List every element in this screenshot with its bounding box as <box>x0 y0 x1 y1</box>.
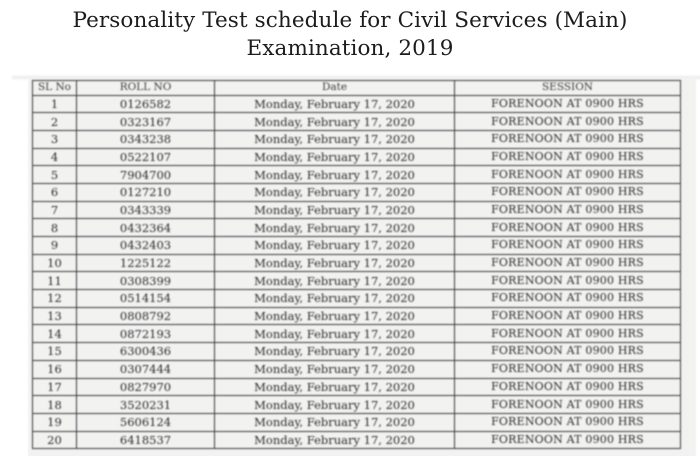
cell-session: FORENOON AT 0900 HRS <box>455 396 681 414</box>
table-row <box>33 378 681 396</box>
table-row <box>33 166 681 184</box>
cell-date: Monday, February 17, 2020 <box>215 396 455 414</box>
cell-sl-no: 1 <box>33 95 77 113</box>
cell-sl-no: 13 <box>33 307 77 325</box>
table-body <box>33 95 681 449</box>
cell-session: FORENOON AT 0900 HRS <box>455 237 681 255</box>
cell-roll-no: 0872193 <box>77 325 215 343</box>
cell-sl-no: 12 <box>33 290 77 308</box>
cell-sl-no: 18 <box>33 396 77 414</box>
cell-roll-no: 6418537 <box>77 431 215 449</box>
table-row <box>33 113 681 131</box>
cell-session: FORENOON AT 0900 HRS <box>455 325 681 343</box>
cell-session: FORENOON AT 0900 HRS <box>455 413 681 431</box>
cell-date: Monday, February 17, 2020 <box>215 325 455 343</box>
cell-date: Monday, February 17, 2020 <box>215 431 455 449</box>
table-row <box>33 343 681 361</box>
cell-sl-no: 17 <box>33 378 77 396</box>
cell-session: FORENOON AT 0900 HRS <box>455 378 681 396</box>
cell-date: Monday, February 17, 2020 <box>215 343 455 361</box>
cell-roll-no: 5606124 <box>77 413 215 431</box>
cell-roll-no: 0343339 <box>77 201 215 219</box>
cell-session: FORENOON AT 0900 HRS <box>455 130 681 148</box>
cell-date: Monday, February 17, 2020 <box>215 166 455 184</box>
cell-session: FORENOON AT 0900 HRS <box>455 148 681 166</box>
cell-sl-no: 7 <box>33 201 77 219</box>
cell-roll-no: 0127210 <box>77 183 215 201</box>
cell-date: Monday, February 17, 2020 <box>215 237 455 255</box>
document-title-line-1: Personality Test schedule for Civil Services (Main) <box>72 8 628 33</box>
cell-roll-no: 0827970 <box>77 378 215 396</box>
table-row <box>33 219 681 237</box>
header-session: SESSION <box>455 81 681 96</box>
cell-sl-no: 4 <box>33 148 77 166</box>
cell-session: FORENOON AT 0900 HRS <box>455 113 681 131</box>
cell-roll-no: 0432364 <box>77 219 215 237</box>
schedule-table <box>32 80 681 449</box>
table-row <box>33 148 681 166</box>
cell-sl-no: 6 <box>33 183 77 201</box>
cell-roll-no: 7904700 <box>77 166 215 184</box>
cell-sl-no: 8 <box>33 219 77 237</box>
cell-session: FORENOON AT 0900 HRS <box>455 343 681 361</box>
cell-sl-no: 5 <box>33 166 77 184</box>
table-row <box>33 95 681 113</box>
table-row <box>33 130 681 148</box>
cell-sl-no: 3 <box>33 130 77 148</box>
cell-session: FORENOON AT 0900 HRS <box>455 219 681 237</box>
cell-session: FORENOON AT 0900 HRS <box>455 290 681 308</box>
table-header-row <box>33 81 681 96</box>
cell-date: Monday, February 17, 2020 <box>215 113 455 131</box>
document-title-line-2: Examination, 2019 <box>246 36 454 61</box>
cell-roll-no: 0522107 <box>77 148 215 166</box>
cell-date: Monday, February 17, 2020 <box>215 413 455 431</box>
cell-date: Monday, February 17, 2020 <box>215 95 455 113</box>
table-row <box>33 237 681 255</box>
cell-session: FORENOON AT 0900 HRS <box>455 431 681 449</box>
table-row <box>33 201 681 219</box>
table-row <box>33 325 681 343</box>
cell-roll-no: 0432403 <box>77 237 215 255</box>
cell-roll-no: 0308399 <box>77 272 215 290</box>
cell-sl-no: 14 <box>33 325 77 343</box>
cell-roll-no: 0808792 <box>77 307 215 325</box>
cell-date: Monday, February 17, 2020 <box>215 272 455 290</box>
cell-date: Monday, February 17, 2020 <box>215 183 455 201</box>
cell-session: FORENOON AT 0900 HRS <box>455 307 681 325</box>
cell-roll-no: 0126582 <box>77 95 215 113</box>
table-row <box>33 307 681 325</box>
cell-sl-no: 15 <box>33 343 77 361</box>
cell-session: FORENOON AT 0900 HRS <box>455 254 681 272</box>
cell-sl-no: 2 <box>33 113 77 131</box>
cell-date: Monday, February 17, 2020 <box>215 360 455 378</box>
cell-session: FORENOON AT 0900 HRS <box>455 95 681 113</box>
table-row <box>33 183 681 201</box>
cell-session: FORENOON AT 0900 HRS <box>455 360 681 378</box>
cell-roll-no: 1225122 <box>77 254 215 272</box>
cell-sl-no: 11 <box>33 272 77 290</box>
table-row <box>33 272 681 290</box>
table-row <box>33 360 681 378</box>
table-row <box>33 290 681 308</box>
cell-date: Monday, February 17, 2020 <box>215 130 455 148</box>
header-sl-no: SL No <box>33 81 77 96</box>
header-date: Date <box>215 81 455 96</box>
cell-sl-no: 9 <box>33 237 77 255</box>
cell-roll-no: 6300436 <box>77 343 215 361</box>
table-row <box>33 413 681 431</box>
cell-date: Monday, February 17, 2020 <box>215 148 455 166</box>
cell-date: Monday, February 17, 2020 <box>215 307 455 325</box>
cell-roll-no: 3520231 <box>77 396 215 414</box>
cell-sl-no: 10 <box>33 254 77 272</box>
cell-sl-no: 16 <box>33 360 77 378</box>
cell-roll-no: 0514154 <box>77 290 215 308</box>
table-row <box>33 396 681 414</box>
cell-session: FORENOON AT 0900 HRS <box>455 183 681 201</box>
cell-roll-no: 0343238 <box>77 130 215 148</box>
cell-roll-no: 0307444 <box>77 360 215 378</box>
header-roll-no: ROLL NO <box>77 81 215 96</box>
cell-date: Monday, February 17, 2020 <box>215 378 455 396</box>
cell-date: Monday, February 17, 2020 <box>215 219 455 237</box>
cell-session: FORENOON AT 0900 HRS <box>455 272 681 290</box>
cell-sl-no: 19 <box>33 413 77 431</box>
cell-date: Monday, February 17, 2020 <box>215 290 455 308</box>
cell-date: Monday, February 17, 2020 <box>215 254 455 272</box>
cell-roll-no: 0323167 <box>77 113 215 131</box>
table-row <box>33 254 681 272</box>
cell-date: Monday, February 17, 2020 <box>215 201 455 219</box>
cell-session: FORENOON AT 0900 HRS <box>455 201 681 219</box>
cell-sl-no: 20 <box>33 431 77 449</box>
cell-session: FORENOON AT 0900 HRS <box>455 166 681 184</box>
table-row <box>33 431 681 449</box>
